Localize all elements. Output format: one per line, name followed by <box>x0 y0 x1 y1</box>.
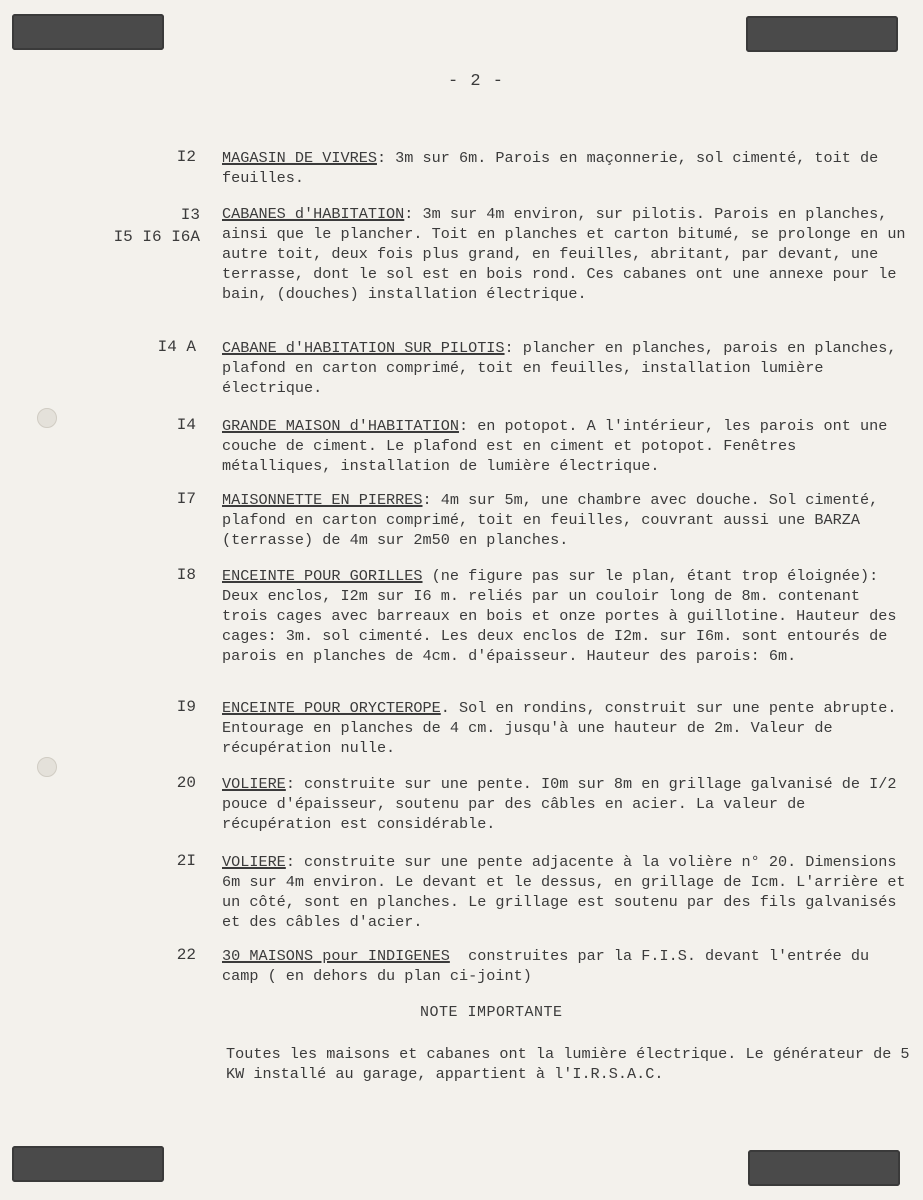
entry-number: I3 I5 I6 I6A <box>113 206 200 246</box>
entry-title: ENCEINTE POUR ORYCTEROPE <box>222 699 441 717</box>
entry-title: CABANES d'HABITATION <box>222 205 405 223</box>
entry-number: 2I <box>176 852 196 870</box>
entry-text <box>222 416 912 476</box>
entry-description: : 3m sur 4m environ, sur pilotis. Parois en planches, ainsi que le plancher. Toit en planches et carton bitumé, se prolonge en un autre toit, deux fois plus grand, en feuilles, abritant, par devant, une terrasse, dont le sol est en bois rond. Ces cabanes ont une annexe pour le bain, (douches) installation électrique. <box>222 205 915 303</box>
entry-number: I2 <box>176 148 196 166</box>
entry-number: I8 <box>176 566 196 584</box>
entry-text <box>222 148 912 188</box>
binder-clip <box>12 14 164 50</box>
entry-title: VOLIERE <box>222 853 286 871</box>
entry-number: 22 <box>176 946 196 964</box>
entry-description: : 3m sur 6m. Parois en maçonnerie, sol cimenté, toit de feuilles. <box>222 149 888 187</box>
entry-title: CABANE d'HABITATION SUR PILOTIS <box>222 339 505 357</box>
entry-title: ENCEINTE POUR GORILLES <box>222 567 423 585</box>
entry-number: I7 <box>176 490 196 508</box>
entry-text <box>222 946 912 986</box>
entry-description: . Sol en rondins, construit sur une pente abrupte. Entourage en planches de 4 cm. jusqu'à une hauteur de 2m. Valeur de récupération nulle. <box>222 699 906 757</box>
entry-text <box>222 204 915 304</box>
note-text: Toutes les maisons et cabanes ont la lumière électrique. Le générateur de 5 KW installé au garage, appartient à l'I.R.S.A.C. <box>226 1045 910 1083</box>
entry-number: I4 <box>176 416 196 434</box>
entry-text <box>222 774 912 834</box>
punch-hole <box>37 408 57 428</box>
entry-number: I4 A <box>157 338 196 356</box>
entry-text <box>222 852 915 932</box>
entry-number: 20 <box>176 774 196 792</box>
entry-text <box>222 490 912 550</box>
entry-text <box>222 338 912 398</box>
binder-clip <box>748 1150 900 1186</box>
entry-number: I9 <box>176 698 196 716</box>
entry-description: : 4m sur 5m, une chambre avec douche. Sol cimenté, plafond en carton comprimé, toit en feuilles, couvrant aussi une BARZA (terrasse) de 4m sur 2m50 en planches. <box>222 491 888 549</box>
entry-description: (ne figure pas sur le plan, étant trop éloignée): Deux enclos, I2m sur I6 m. reliés par un couloir long de 8m. contenant trois cages avec barreaux en bois et onze portes à guillotine. Hauteur des cages: 3m. sol cimenté. Les deux enclos de I2m. sur I6m. sont entourés de parois en planches de 4cm. d'épaisseur. Hauteur des parois: 6m. <box>222 567 906 665</box>
entry-description: : construite sur une pente adjacente à la volière n° 20. Dimensions 6m sur 4m environ. Le devant et le dessus, en grillage de Icm. L'arrière et un côté, sont en planches. Le grillage est soutenu par des fils galvanisés et des câbles d'acier. <box>222 853 915 931</box>
note-title: NOTE IMPORTANTE <box>420 1004 563 1021</box>
entry-description: construites par la F.I.S. devant l'entrée du camp ( en dehors du plan ci-joint) <box>222 947 879 985</box>
entry-title: VOLIERE <box>222 775 286 793</box>
entry-title: GRANDE MAISON d'HABITATION <box>222 417 459 435</box>
entry-title: MAISONNETTE EN PIERRES <box>222 491 423 509</box>
entry-description: : en potopot. A l'intérieur, les parois ont une couche de ciment. Le plafond est en ciment et potopot. Fenêtres métalliques, installation de lumière électrique. <box>222 417 897 475</box>
entry-text <box>222 566 912 666</box>
entry-text <box>222 698 912 758</box>
binder-clip <box>746 16 898 52</box>
punch-hole <box>37 757 57 777</box>
binder-clip <box>12 1146 164 1182</box>
entry-description: : construite sur une pente. I0m sur 8m en grillage galvanisé de I/2 pouce d'épaisseur, soutenu par des câbles en acier. La valeur de récupération est considérable. <box>222 775 906 833</box>
entry-title: 30 MAISONS pour INDIGENES <box>222 947 450 965</box>
entry-title: MAGASIN DE VIVRES <box>222 149 377 167</box>
entry-description: : plancher en planches, parois en planches, plafond en carton comprimé, toit en feuilles, installation lumière électrique. <box>222 339 906 397</box>
page-number: - 2 - <box>448 72 505 91</box>
